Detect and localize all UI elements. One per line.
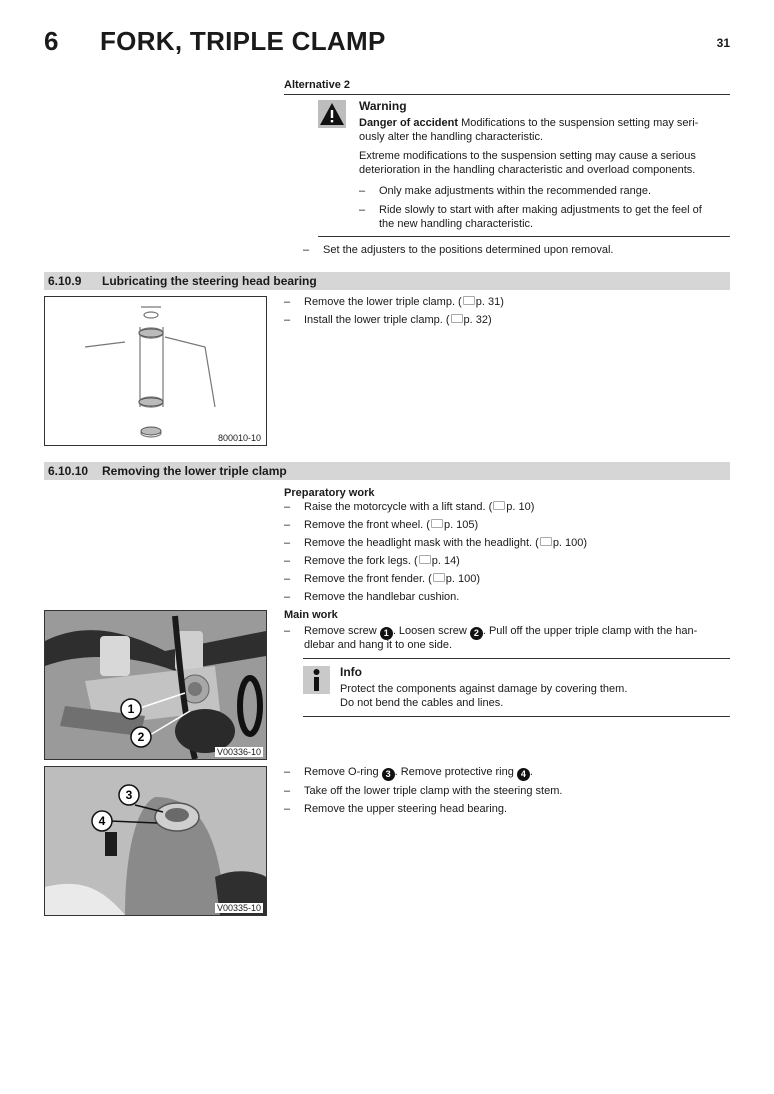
warning-bullet-text: Only make adjustments within the recommended range. [379,185,652,197]
section-title: Removing the lower triple clamp [102,464,287,478]
upper-clamp-photo [44,610,267,760]
divider [318,236,730,237]
step-text: Remove screw 1 . Loosen screw 2 . Pull off the upper triple clamp with the han- [304,625,698,638]
section-number: 6.10.10 [48,464,89,478]
callout-1-icon: 1 [380,627,393,640]
step-text: Install the lower triple clamp. ( p. 32) [304,314,492,326]
page-ref-link[interactable]: p. 100) [552,537,588,549]
page-number: 31 [716,36,730,50]
step-text: Remove the headlight mask with the headlight. ( [304,537,539,549]
book-icon [493,501,505,510]
photo-callout-1: 1 [127,702,135,716]
step-text: Remove the front wheel. ( [304,519,430,531]
steering-bearing-figure [44,296,267,446]
warning-icon [318,100,346,128]
callout-4-icon: 4 [517,768,530,781]
divider [284,94,730,95]
chapter-title: FORK, TRIPLE CLAMP [100,26,386,56]
figure-code: V00336-10 [216,747,261,757]
figure-code: 800010-10 [217,433,261,443]
divider [303,658,730,659]
warning-bullet-text: Ride slowly to start with after making adjustments to get the feel of [379,204,702,216]
alternative-heading: Alternative 2 [284,79,351,91]
warning-text-2b: deterioration in the handling characteristic and overload components. [359,164,696,176]
info-line-1: Protect the components against damage by covering them. [340,683,628,695]
book-icon [451,314,463,323]
photo-callout-2: 2 [137,730,145,744]
warning-text-1b: ously alter the handling characteristic. [359,131,544,143]
figure-code: V00335-10 [216,903,261,913]
page-ref-link[interactable]: p. 100) [445,573,481,585]
book-icon [431,519,443,528]
book-icon [433,573,445,582]
section-header-remove [44,462,730,480]
warning-text-1 [359,116,698,131]
book-icon [540,537,552,546]
prep-heading: Preparatory work [284,487,375,499]
chapter-number: 6 [44,26,59,56]
section-number: 6.10.9 [48,274,82,288]
step-text: Remove the upper steering head bearing. [304,803,508,815]
step-text: Remove the front fender. ( [304,573,432,585]
final-step-text: Set the adjusters to the positions determined upon removal. [323,244,614,256]
step-text: Remove the handlebar cushion. [304,591,460,603]
main-step-cont: dlebar and hang it to one side. [304,639,453,651]
warning-bullet-text-cont: the new handling characteristic. [379,218,534,230]
steering-stem-photo [44,766,267,916]
divider [303,716,730,717]
page-ref-link[interactable]: p. 32) [463,314,492,326]
callout-2-icon: 2 [470,627,483,640]
photo-callout-4: 4 [98,814,106,828]
section-title: Lubricating the steering head bearing [102,274,317,288]
warning-text-1a: Modifications to the suspension setting may seri- [461,117,699,129]
callout-3-icon: 3 [382,768,395,781]
page-ref-link[interactable]: p. 10) [506,501,535,513]
section-header-lubricate [44,272,730,290]
page-ref-link[interactable]: p. 31) [475,296,504,308]
step-text: Remove O-ring 3 . Remove protective ring 4 . [304,766,533,779]
page-ref-link[interactable]: p. 105) [443,519,479,531]
step-text: Raise the motorcycle with a lift stand. ( [304,501,493,513]
info-icon [303,666,330,694]
page-ref-link[interactable]: p. 14) [431,555,460,567]
step-text: Remove the fork legs. ( [304,555,418,567]
step-text: Take off the lower triple clamp with the steering stem. [304,785,563,797]
photo-callout-3: 3 [125,788,133,802]
main-heading: Main work [284,609,338,621]
book-icon [419,555,431,564]
warning-lead: Danger of accident [359,117,459,129]
book-icon [463,296,475,305]
info-title: Info [340,665,362,679]
step-text: Remove the lower triple clamp. ( p. 31) [304,296,504,308]
warning-text-2a: Extreme modifications to the suspension setting may cause a serious [359,150,696,162]
warning-title: Warning [359,99,407,113]
info-line-2: Do not bend the cables and lines. [340,697,504,709]
